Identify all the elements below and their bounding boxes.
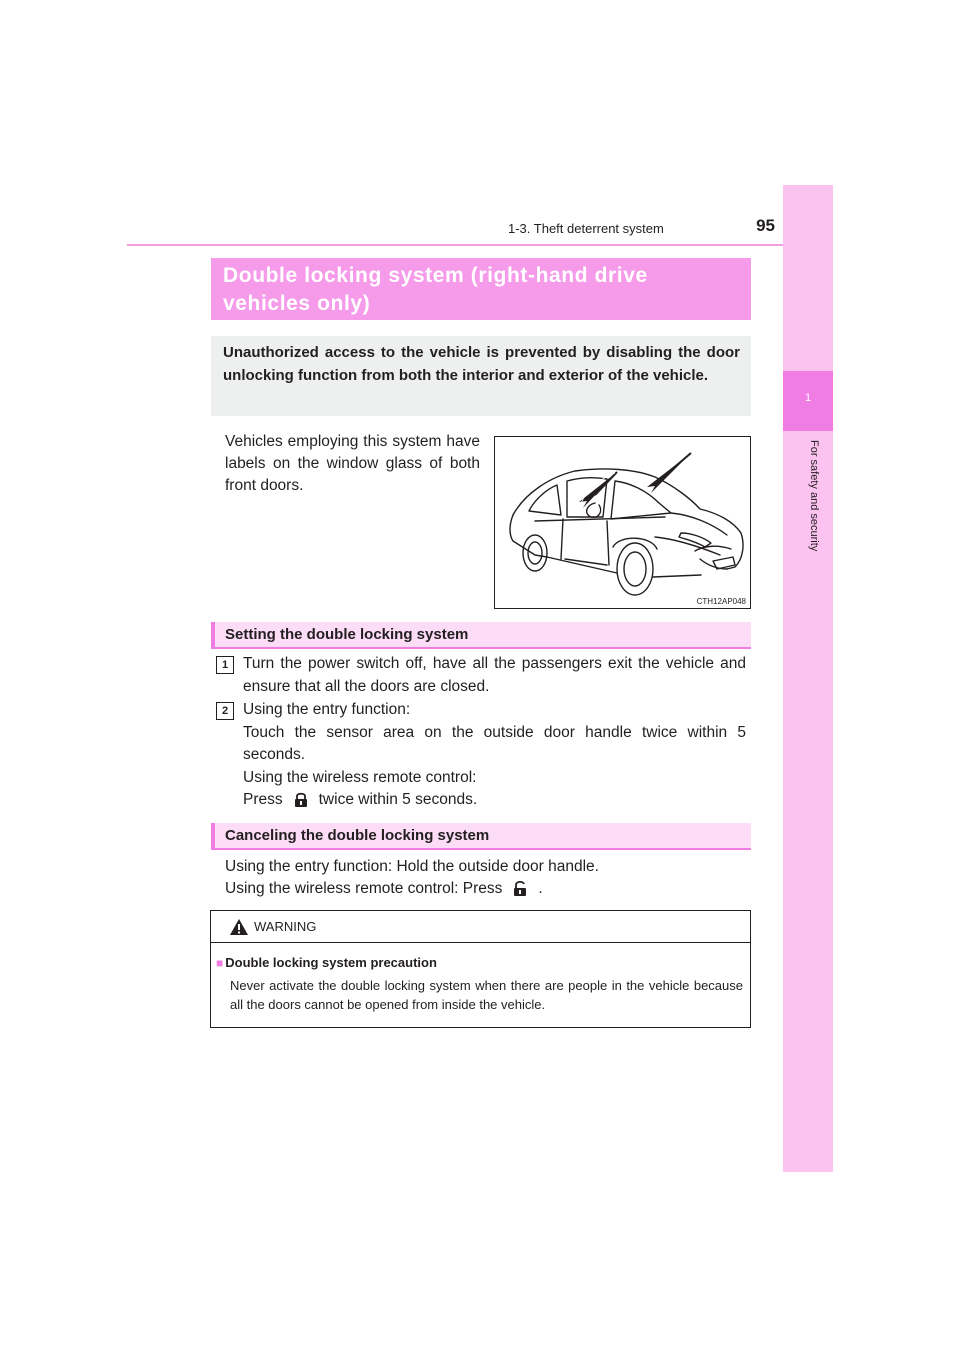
car-illustration [494, 436, 751, 609]
setting-heading: Setting the double locking system [211, 622, 751, 649]
step-number-1: 1 [216, 656, 234, 674]
lock-icon [289, 791, 313, 807]
warning-triangle-icon [229, 918, 249, 936]
warning-box [210, 910, 751, 1028]
body-paragraph: Vehicles employing this system have labels on the window glass of both front doors. [225, 433, 480, 494]
page-title-box [211, 258, 751, 320]
header-rule [127, 244, 833, 246]
figure-code: CTH12AP048 [696, 597, 746, 606]
canceling-line-1: Using the entry function: Hold the outside door handle. [225, 858, 599, 875]
page-title: Double locking system (right-hand drive vehicles only) [223, 264, 648, 315]
intro-box [211, 336, 751, 416]
chapter-number: 1 [804, 392, 812, 404]
canceling-suffix: . [538, 880, 543, 897]
section-title: 1-3. Theft deterrent system [508, 221, 664, 236]
canceling-line-2 [225, 878, 543, 900]
chapter-label: For safety and security [808, 440, 820, 552]
step-2-line-2: Touch the sensor area on the outside door handle twice within 5 seconds. [243, 723, 746, 763]
step-number-2: 2 [216, 702, 234, 720]
unlock-icon [508, 880, 532, 896]
warning-header [211, 911, 750, 943]
page-number: 95 [756, 216, 775, 235]
warning-subheading [216, 955, 437, 970]
warning-text: Never activate the double locking system when there are people in the vehicle because all the doors cannot be opened from inside the vehicle. [230, 978, 743, 1012]
car-drawing [495, 437, 750, 608]
canceling-press-label: Using the wireless remote control: Press [225, 880, 503, 897]
step-2-line-1: Using the entry function: [243, 701, 411, 718]
canceling-heading: Canceling the double locking system [211, 823, 751, 850]
chapter-side-tab [783, 185, 833, 1172]
step-2-line-3: Using the wireless remote control: [243, 768, 477, 786]
intro-text: Unauthorized access to the vehicle is prevented by disabling the door unlocking function from both the interior and exterior of the vehicle. [223, 344, 740, 384]
warning-title: WARNING [254, 919, 317, 934]
square-bullet-icon: ■ [216, 956, 224, 970]
press-label: Press [243, 791, 283, 808]
press-suffix: twice within 5 seconds. [318, 791, 478, 808]
step-2-text [243, 699, 746, 812]
step-1-text: Turn the power switch off, have all the passengers exit the vehicle and ensure that all the doors are closed. [243, 655, 746, 695]
step-2-line-4 [243, 789, 746, 812]
warning-subheading-text: Double locking system precaution [225, 955, 437, 970]
